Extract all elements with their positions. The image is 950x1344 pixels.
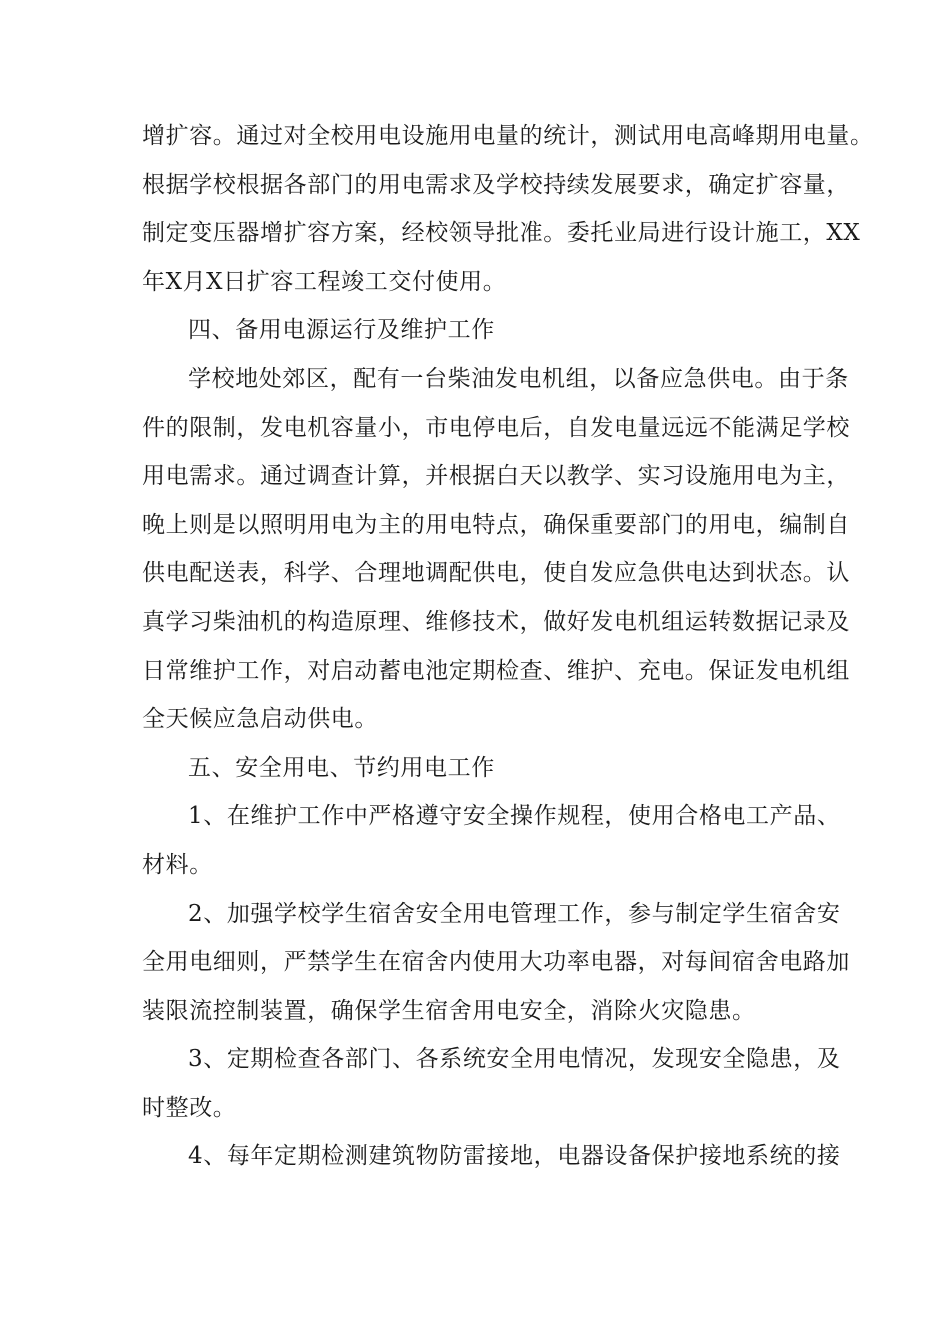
text-line: 3、定期检查各部门、各系统安全用电情况，发现安全隐患，及 — [188, 1046, 841, 1073]
document-body — [142, 112, 874, 1181]
list-item-2 — [142, 890, 850, 1036]
text-line: 学校地处郊区，配有一台柴油发电机组，以备应急供电。由于条 — [188, 365, 849, 392]
text-line: 全天候应急启动供电。 — [142, 706, 378, 733]
text-line: 时整改。 — [142, 1094, 237, 1121]
text-line: 用电需求。通过调查计算，并根据白天以教学、实习设施用电为主， — [142, 463, 850, 490]
section-heading-safe-power — [142, 744, 832, 793]
text-line: 年X月X日扩容工程竣工交付使用。 — [142, 268, 507, 295]
list-item-3 — [142, 1035, 841, 1132]
text-line: 根据学校根据各部门的用电需求及学校持续发展要求，确定扩容量， — [142, 171, 850, 198]
text-line: 1、在维护工作中严格遵守安全操作规程，使用合格电工产品、 — [188, 803, 841, 830]
paragraph-backup-power — [142, 355, 850, 744]
text-line: 晚上则是以照明用电为主的用电特点，确保重要部门的用电，编制自 — [142, 511, 850, 538]
text-line: 材料。 — [142, 851, 213, 878]
text-line: 4、每年定期检测建筑物防雷接地，电器设备保护接地系统的接 — [188, 1143, 841, 1170]
text-line: 增扩容。通过对全校用电设施用电量的统计，测试用电高峰期用电量。 — [142, 123, 874, 149]
text-line: 日常维护工作，对启动蓄电池定期检查、维护、充电。保证发电机组 — [142, 657, 850, 684]
heading-text: 四、备用电源运行及维护工作 — [188, 317, 495, 344]
text-line: 2、加强学校学生宿舍安全用电管理工作，参与制定学生宿舍安 — [188, 900, 841, 927]
text-line: 全用电细则，严禁学生在宿舍内使用大功率电器，对每间宿舍电路加 — [142, 949, 850, 976]
text-line: 制定变压器增扩容方案，经校领导批准。委托业局进行设计施工，XX — [142, 220, 861, 247]
text-line: 供电配送表，科学、合理地调配供电，使自发应急供电达到状态。认 — [142, 560, 850, 587]
list-item-1 — [142, 792, 841, 889]
text-line: 装限流控制装置，确保学生宿舍用电安全，消除火灾隐患。 — [142, 997, 756, 1024]
paragraph-capacity-expansion — [142, 112, 874, 306]
section-heading-backup-power — [142, 306, 832, 355]
list-item-4 — [142, 1132, 841, 1181]
text-line: 真学习柴油机的构造原理、维修技术，做好发电机组运转数据记录及 — [142, 608, 850, 635]
text-line: 件的限制，发电机容量小，市电停电后，自发电量远远不能满足学校 — [142, 414, 850, 441]
heading-text: 五、安全用电、节约用电工作 — [188, 754, 495, 781]
